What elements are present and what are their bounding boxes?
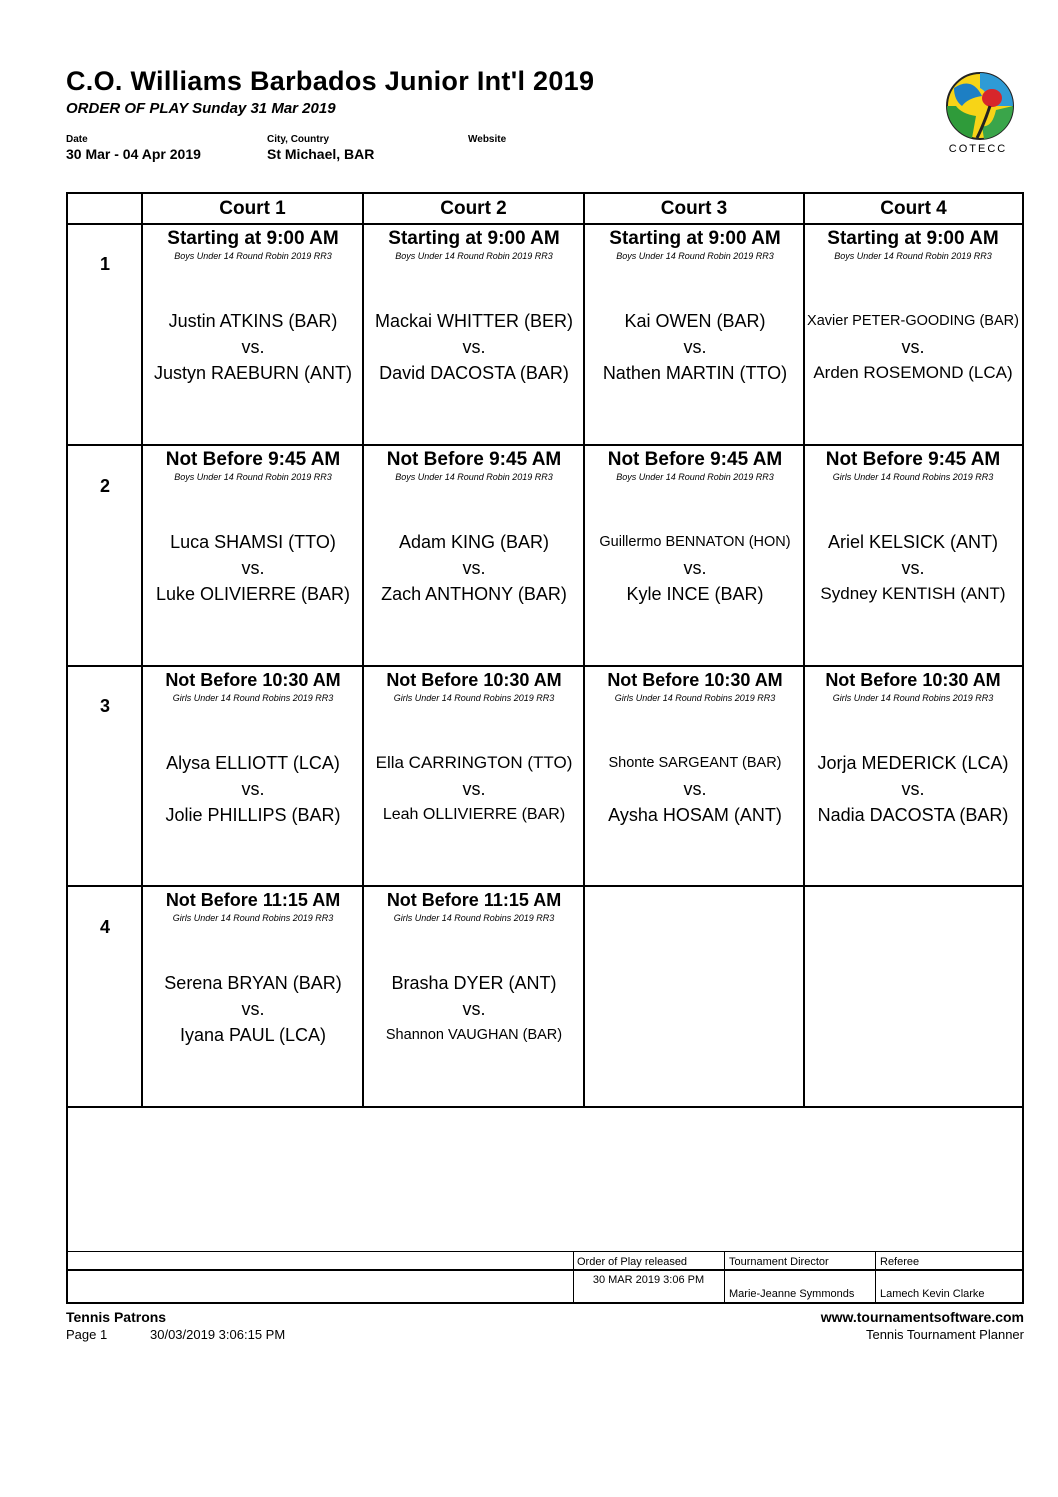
match-event: Girls Under 14 Round Robins 2019 RR3 xyxy=(172,693,334,703)
referee-value: Lamech Kevin Clarke xyxy=(880,1288,985,1300)
match-event: Boys Under 14 Round Robin 2019 RR3 xyxy=(395,472,553,482)
player-two: Luke OLIVIERRE (BAR) xyxy=(155,584,351,604)
player-one: Justin ATKINS (BAR) xyxy=(168,311,338,331)
footer-patrons: Tennis Patrons xyxy=(66,1309,167,1325)
match-cell-r2-c1 xyxy=(143,446,363,607)
match-cell-r3-c3 xyxy=(585,667,805,828)
player-two: Sydney KENTISH (ANT) xyxy=(820,584,1006,603)
court-header-3: Court 3 xyxy=(660,198,728,219)
logo-text: COTECC xyxy=(948,143,1008,155)
match-event: Boys Under 14 Round Robin 2019 RR3 xyxy=(834,251,992,261)
director-value: Marie-Jeanne Symmonds xyxy=(729,1288,855,1300)
player-one: Luca SHAMSI (TTO) xyxy=(170,532,336,552)
versus-label: vs. xyxy=(241,779,265,799)
match-time: Not Before 9:45 AM xyxy=(386,449,562,470)
footer-website[interactable]: www.tournamentsoftware.com xyxy=(820,1309,1024,1325)
row-number-3: 3 xyxy=(99,696,110,716)
order-of-play-table xyxy=(66,192,1024,1304)
director-label: Tournament Director xyxy=(729,1256,829,1268)
versus-label: vs. xyxy=(241,999,265,1019)
match-event: Girls Under 14 Round Robins 2019 RR3 xyxy=(614,693,776,703)
player-one: Alysa ELLIOTT (LCA) xyxy=(166,753,340,773)
match-time: Starting at 9:00 AM xyxy=(609,228,781,249)
date-label: Date xyxy=(66,134,88,145)
cotecc-logo xyxy=(932,66,1024,158)
match-time: Not Before 9:45 AM xyxy=(825,449,1001,470)
match-cell-r4-c1 xyxy=(143,887,363,1048)
versus-label: vs. xyxy=(901,558,925,578)
court-header-4: Court 4 xyxy=(880,198,947,219)
player-two: Jolie PHILLIPS (BAR) xyxy=(165,805,341,825)
match-cell-r3-c1 xyxy=(143,667,363,828)
player-one: Xavier PETER-GOODING (BAR) xyxy=(807,313,1019,329)
match-time: Not Before 9:45 AM xyxy=(607,449,783,470)
row-number-2: 2 xyxy=(99,476,110,496)
player-two: Justyn RAEBURN (ANT) xyxy=(153,363,353,383)
player-two: Nathen MARTIN (TTO) xyxy=(602,363,788,383)
player-one: Kai OWEN (BAR) xyxy=(624,311,766,331)
player-two: David DACOSTA (BAR) xyxy=(379,363,569,383)
match-event: Boys Under 14 Round Robin 2019 RR3 xyxy=(616,472,774,482)
match-event: Girls Under 14 Round Robins 2019 RR3 xyxy=(393,693,555,703)
versus-label: vs. xyxy=(901,337,925,357)
versus-label: vs. xyxy=(683,558,707,578)
match-event: Girls Under 14 Round Robins 2019 RR3 xyxy=(832,472,994,482)
player-two: Arden ROSEMOND (LCA) xyxy=(813,363,1013,382)
match-event: Boys Under 14 Round Robin 2019 RR3 xyxy=(174,472,332,482)
player-one: Shonte SARGEANT (BAR) xyxy=(608,755,782,771)
match-time: Not Before 9:45 AM xyxy=(165,449,341,470)
match-cell-r3-c2 xyxy=(364,667,584,828)
city-value: St Michael, BAR xyxy=(267,146,375,162)
versus-label: vs. xyxy=(241,337,265,357)
match-time: Not Before 10:30 AM xyxy=(607,670,783,690)
match-event: Girls Under 14 Round Robins 2019 RR3 xyxy=(172,913,334,923)
player-two: Nadia DACOSTA (BAR) xyxy=(817,805,1009,825)
match-time: Starting at 9:00 AM xyxy=(827,228,999,249)
versus-label: vs. xyxy=(241,558,265,578)
player-one: Serena BRYAN (BAR) xyxy=(164,973,342,993)
match-time: Not Before 10:30 AM xyxy=(386,670,562,690)
match-cell-r4-c2 xyxy=(364,887,584,1048)
released-value: 30 MAR 2019 3:06 PM xyxy=(592,1274,705,1286)
court-header-1: Court 1 xyxy=(219,198,286,219)
row-number-1: 1 xyxy=(99,254,110,274)
match-event: Girls Under 14 Round Robins 2019 RR3 xyxy=(832,693,994,703)
player-two: Zach ANTHONY (BAR) xyxy=(381,584,567,604)
player-two: Aysha HOSAM (ANT) xyxy=(608,805,782,825)
match-event: Girls Under 14 Round Robins 2019 RR3 xyxy=(393,913,555,923)
match-cell-r2-c3 xyxy=(585,446,805,607)
player-one: Ariel KELSICK (ANT) xyxy=(827,532,999,552)
player-two: Leah OLLIVIERRE (BAR) xyxy=(382,806,566,823)
match-time: Starting at 9:00 AM xyxy=(167,228,339,249)
versus-label: vs. xyxy=(462,779,486,799)
website-label: Website xyxy=(468,134,507,145)
match-cell-r2-c2 xyxy=(364,446,584,607)
match-time: Not Before 11:15 AM xyxy=(165,890,341,910)
match-cell-r3-c4 xyxy=(804,667,1022,828)
footer-planner: Tennis Tournament Planner xyxy=(865,1327,1024,1342)
court-header-2: Court 2 xyxy=(440,198,507,219)
match-time: Not Before 10:30 AM xyxy=(165,670,341,690)
match-cell-r1-c1 xyxy=(143,225,363,386)
player-two: Kyle INCE (BAR) xyxy=(626,584,764,604)
referee-label: Referee xyxy=(880,1256,920,1268)
row-number-4: 4 xyxy=(99,917,110,937)
player-one: Mackai WHITTER (BER) xyxy=(375,311,573,331)
versus-label: vs. xyxy=(901,779,925,799)
date-value: 30 Mar - 04 Apr 2019 xyxy=(66,146,201,162)
match-cell-r1-c4 xyxy=(804,225,1022,386)
page-subtitle: ORDER OF PLAY Sunday 31 Mar 2019 xyxy=(66,100,336,117)
player-one: Adam KING (BAR) xyxy=(398,532,550,552)
player-two: Iyana PAUL (LCA) xyxy=(179,1025,327,1045)
versus-label: vs. xyxy=(462,999,486,1019)
match-event: Boys Under 14 Round Robin 2019 RR3 xyxy=(395,251,553,261)
player-two: Shannon VAUGHAN (BAR) xyxy=(385,1027,563,1043)
match-event: Boys Under 14 Round Robin 2019 RR3 xyxy=(616,251,774,261)
match-time: Not Before 10:30 AM xyxy=(825,670,1001,690)
versus-label: vs. xyxy=(683,337,707,357)
match-cell-r1-c2 xyxy=(364,225,584,386)
versus-label: vs. xyxy=(462,558,486,578)
match-time: Not Before 11:15 AM xyxy=(386,890,562,910)
page-title: C.O. Williams Barbados Junior Int'l 2019 xyxy=(66,66,595,96)
versus-label: vs. xyxy=(683,779,707,799)
match-cell-r2-c4 xyxy=(804,446,1022,607)
match-cell-r1-c3 xyxy=(585,225,805,386)
footer-timestamp: 30/03/2019 3:06:15 PM xyxy=(150,1327,286,1342)
player-one: Guillermo BENNATON (HON) xyxy=(599,534,791,550)
match-time: Starting at 9:00 AM xyxy=(388,228,560,249)
player-one: Ella CARRINGTON (TTO) xyxy=(375,753,573,772)
player-one: Brasha DYER (ANT) xyxy=(391,973,557,993)
match-event: Boys Under 14 Round Robin 2019 RR3 xyxy=(174,251,332,261)
released-label: Order of Play released xyxy=(577,1256,688,1268)
player-one: Jorja MEDERICK (LCA) xyxy=(817,753,1009,773)
versus-label: vs. xyxy=(462,337,486,357)
footer-page-number: Page 1 xyxy=(66,1327,108,1342)
city-label: City, Country xyxy=(267,134,330,145)
